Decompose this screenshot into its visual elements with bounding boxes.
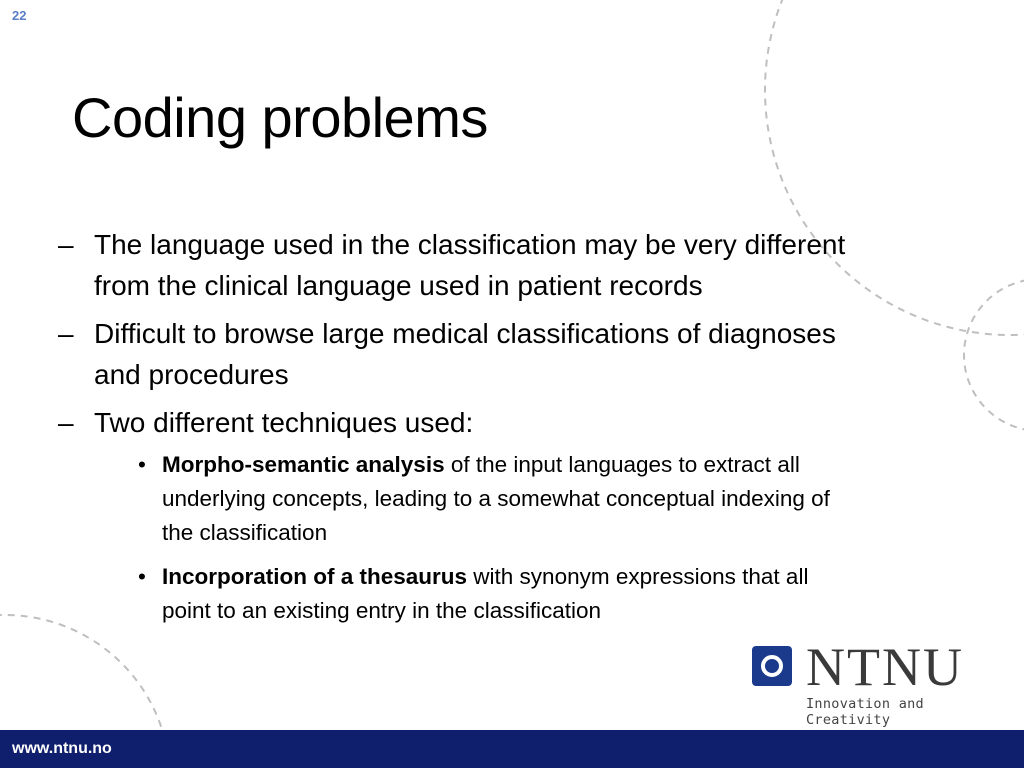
ntnu-logo <box>752 637 1012 728</box>
sub-list <box>58 448 838 628</box>
bullet-marker: • <box>138 452 146 477</box>
dash-marker: – <box>58 318 74 349</box>
list-item-text: Two different techniques used: <box>94 407 474 438</box>
sub-item-bold-term: Morpho-semantic analysis <box>162 452 445 477</box>
sub-list-item <box>138 448 838 550</box>
logo-tagline: Innovation and Creativity <box>806 696 924 728</box>
bullet-marker: • <box>138 564 146 589</box>
list-item-text: Difficult to browse large medical classifications of diagnoses and procedures <box>94 318 836 390</box>
dash-marker: – <box>58 407 74 438</box>
list-item <box>58 402 848 443</box>
dash-marker: – <box>58 229 74 260</box>
sub-item-bold-term: Incorporation of a thesaurus <box>162 564 468 589</box>
list-item-text: The language used in the classification may be very different from the clinical language used in patient records <box>94 229 846 301</box>
list-item <box>58 313 848 395</box>
sub-list-item <box>138 560 838 628</box>
ntnu-emblem-icon <box>752 646 792 686</box>
logo-wordmark: NTNU <box>806 637 964 697</box>
list-item <box>58 224 848 306</box>
sub-item-text: of the input languages to extract all underlying concepts, leading to a somewhat conceptual indexing of the classification <box>162 452 830 545</box>
slide-title: Coding problems <box>72 86 488 149</box>
footer-bar <box>0 730 1024 768</box>
slide-content <box>58 224 848 638</box>
footer-url: www.ntnu.no <box>12 740 112 757</box>
slide-number: 22 <box>12 8 27 23</box>
sub-item-text: with synonym expressions that all point to an existing entry in the classification <box>162 564 809 623</box>
